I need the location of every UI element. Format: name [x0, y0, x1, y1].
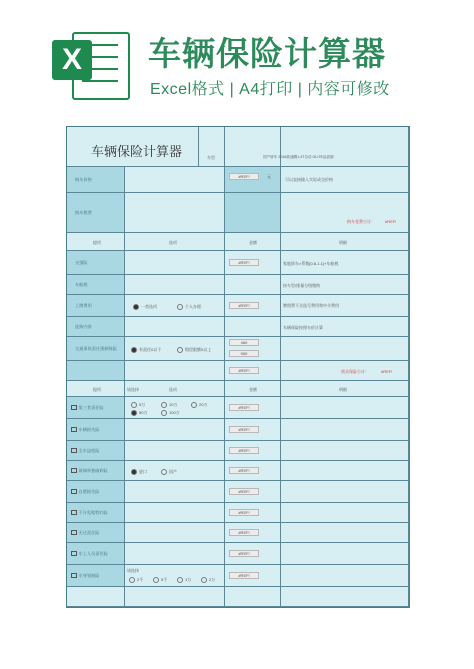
insurance-item[interactable]: 玻璃单独破碎险: [67, 461, 125, 481]
purchase-total-value: #REF!: [385, 219, 397, 224]
purchase-note: 可以直接输入实际成交价格: [285, 177, 333, 182]
page-title: 车辆保险计算器: [148, 35, 386, 72]
row-label: 车船税: [67, 275, 125, 295]
row-label: 选购内容: [67, 317, 125, 337]
row-label: 交强险: [67, 251, 125, 275]
insurance-item[interactable]: 车身划痕险: [67, 565, 125, 587]
page-subtitle: Excel格式 | A4打印 | 内容可修改: [150, 81, 390, 98]
excel-logo-icon: X: [52, 24, 126, 104]
row-label: 上牌费用: [67, 295, 125, 317]
spreadsheet-preview: 车辆保险计算器 车型 国产轿车 2018款速腾1.4T自动 GLITE品质版 购车价格 #REF! 元 可以直接输入实际成交价格 购车税费 购车花费小计： #REF! 提项 选项 金额 明细 交强险 #REF! 家庭轿车×系数[0.8-1.1]+车船税 车船税 按车型/排量分级缴纳 上牌费用 一类选项 个人办理 #REF! 牌照费不含选号费用和中介费用 选购内容 车辆保险按照车价计算 交通事故责任强制保险 有责任0以下 赔偿限额0以上 460 950 #REF! 商业保险小计： #REF! 提项 请选择 选项 金额 明细 第三者责任险 5万 10万 20万 50万 100万 #REF! 车辆损失险 #REF! 全车盗抢险 #REF! 玻璃单独破碎险 进口 国产 #REF! 自燃损失险 #REF! 不计免赔特约险 #REF! 无过责任险 #REF! 车上人员责任险 #REF! 车身划痕险 请选择 2千 5千 1万 2万 #REF!: [66, 126, 410, 608]
purchase-tax-label: 购车税费: [67, 193, 125, 233]
page-header: [0, 0, 474, 118]
sheet-title: 车辆保险计算器: [91, 144, 183, 159]
insurance-item[interactable]: 全车盗抢险: [67, 441, 125, 461]
section1-col1: 提项: [67, 233, 125, 251]
insurance-item[interactable]: 自燃损失险: [67, 481, 125, 503]
insurance-item[interactable]: 不计免赔特约险: [67, 503, 125, 523]
purchase-price-input[interactable]: #REF!: [229, 173, 259, 180]
insurance-item[interactable]: 第三者责任险: [67, 397, 125, 419]
insurance-item[interactable]: 车上人员责任险: [67, 543, 125, 565]
row-label: 交通事故责任强制保险: [67, 337, 125, 361]
car-model-label: 车型: [207, 155, 215, 160]
insurance-item[interactable]: 车辆损失险: [67, 419, 125, 441]
purchase-total-label: 购车花费小计：: [347, 219, 375, 224]
sheet-title-cell: [67, 127, 199, 167]
insurance-total-label: 商业保险小计：: [341, 369, 369, 374]
car-model-value: 国产轿车 2018款速腾1.4T自动 GLITE品质版: [263, 155, 334, 159]
insurance-item[interactable]: 无过责任险: [67, 523, 125, 543]
purchase-price-label: 购车价格: [67, 167, 125, 193]
